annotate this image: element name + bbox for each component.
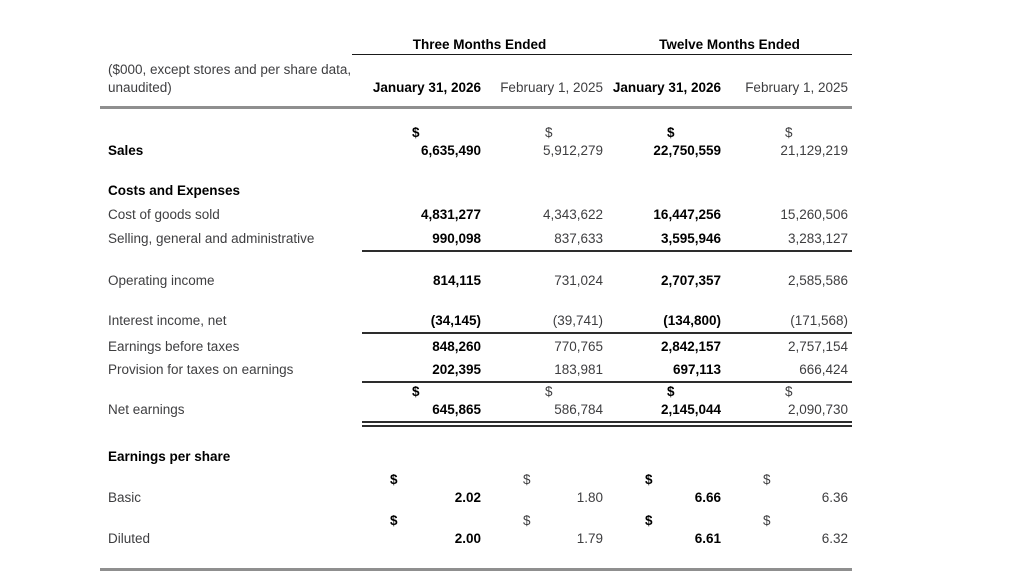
cell-value: (134,800) — [663, 313, 721, 328]
row-label-sga: Selling, general and administrative — [108, 231, 315, 246]
currency-symbol: $ — [645, 472, 653, 487]
cell-value: 6.32 — [821, 531, 848, 546]
row-label-net-earnings: Net earnings — [108, 402, 185, 417]
cell-value: 4,831,277 — [420, 207, 481, 222]
currency-symbol: $ — [412, 384, 420, 399]
table-row-cogs — [100, 206, 852, 224]
unit-note-line1: ($000, except stores and per share data, — [108, 62, 352, 77]
cell-value: (39,741) — [552, 313, 603, 328]
unit-note — [100, 61, 352, 97]
column-header-jan-31-2026-q: January 31, 2026 — [372, 80, 481, 95]
table-row-diluted-eps — [100, 512, 852, 548]
subtotal-rule — [362, 332, 852, 334]
row-label-sales: Sales — [108, 143, 144, 158]
table-row-provision-taxes — [100, 361, 852, 379]
table-row-net-earnings — [100, 383, 852, 419]
cell-value: 586,784 — [554, 402, 603, 417]
cell-value: 15,260,506 — [780, 207, 848, 222]
currency-symbol: $ — [763, 513, 771, 528]
cell-value: (171,568) — [790, 313, 848, 328]
column-header-jan-31-2026-y: January 31, 2026 — [612, 80, 721, 95]
cell-value: 837,633 — [554, 231, 603, 246]
cell-basic-y2 — [725, 471, 852, 507]
row-label-basic: Basic — [108, 490, 142, 505]
cell-value: 3,283,127 — [787, 231, 848, 246]
cell-value: 848,260 — [432, 339, 481, 354]
currency-symbol: $ — [412, 125, 420, 140]
section-heading-eps: Earnings per share — [108, 449, 231, 464]
unit-note-line2: unaudited) — [108, 80, 172, 95]
cell-value: 2,090,730 — [787, 402, 848, 417]
column-header-feb-1-2025-y: February 1, 2025 — [745, 80, 848, 95]
cell-value: 6.66 — [694, 490, 721, 505]
cell-value: 2,707,357 — [660, 273, 721, 288]
cell-net-earnings-q2 — [485, 383, 607, 419]
cell-diluted-y2 — [725, 512, 852, 548]
currency-symbol: $ — [785, 384, 793, 399]
row-label-cogs: Cost of goods sold — [108, 207, 220, 222]
cell-net-earnings-y1 — [607, 383, 725, 419]
group-header-three-months: Three Months Ended — [412, 37, 547, 52]
cell-value: 3,595,946 — [660, 231, 721, 246]
cell-diluted-q1 — [352, 512, 485, 548]
currency-symbol: $ — [645, 513, 653, 528]
currency-symbol: $ — [785, 125, 793, 140]
cell-value: 2.00 — [454, 531, 481, 546]
currency-symbol: $ — [523, 472, 531, 487]
income-statement-table — [100, 32, 852, 571]
cell-value: 21,129,219 — [780, 143, 848, 158]
currency-symbol: $ — [667, 125, 675, 140]
bottom-rule — [100, 568, 852, 571]
cell-value: 22,750,559 — [653, 143, 721, 158]
row-label-operating-income: Operating income — [108, 273, 215, 288]
subtotal-rule — [362, 250, 852, 252]
cell-basic-q1 — [352, 471, 485, 507]
cell-sales-q2 — [485, 124, 607, 160]
cell-sales-q1 — [352, 124, 485, 160]
group-header-twelve-months: Twelve Months Ended — [659, 37, 800, 52]
cell-value: 2,757,154 — [787, 339, 848, 354]
currency-symbol: $ — [763, 472, 771, 487]
table-row-earnings-before-taxes — [100, 338, 852, 356]
section-heading-costs: Costs and Expenses — [108, 183, 241, 198]
cell-basic-y1 — [607, 471, 725, 507]
row-label-interest-income: Interest income, net — [108, 313, 227, 328]
table-row-costs-heading — [100, 182, 852, 200]
row-label-diluted: Diluted — [108, 531, 151, 546]
cell-sales-y2 — [725, 124, 852, 160]
table-row-sga — [100, 230, 852, 248]
cell-value: 6.36 — [821, 490, 848, 505]
currency-symbol: $ — [523, 513, 531, 528]
cell-value: 5,912,279 — [542, 143, 603, 158]
currency-symbol: $ — [545, 384, 553, 399]
table-row-eps-heading — [100, 448, 852, 466]
column-header-row — [100, 55, 852, 106]
cell-value: 2.02 — [454, 490, 481, 505]
currency-symbol: $ — [390, 513, 398, 528]
cell-value: 202,395 — [432, 362, 481, 377]
cell-value: 814,115 — [432, 273, 481, 288]
cell-value: 2,145,044 — [660, 402, 721, 417]
cell-value: 183,981 — [554, 362, 603, 377]
cell-value: 1.80 — [576, 490, 603, 505]
cell-basic-q2 — [485, 471, 607, 507]
cell-diluted-y1 — [607, 512, 725, 548]
table-row-interest-income — [100, 312, 852, 330]
table-row-basic-eps — [100, 471, 852, 507]
cell-value: 770,765 — [554, 339, 603, 354]
cell-value: 4,343,622 — [542, 207, 603, 222]
cell-sales-y1 — [607, 124, 725, 160]
cell-net-earnings-q1 — [352, 383, 485, 419]
cell-value: 697,113 — [672, 362, 721, 377]
currency-symbol: $ — [390, 472, 398, 487]
cell-value: 2,585,586 — [787, 273, 848, 288]
cell-net-earnings-y2 — [725, 383, 852, 419]
cell-value: 2,842,157 — [660, 339, 721, 354]
cell-value: 6.61 — [694, 531, 721, 546]
column-header-feb-1-2025-q: February 1, 2025 — [500, 80, 603, 95]
cell-value: 6,635,490 — [420, 143, 481, 158]
cell-value: 666,424 — [799, 362, 848, 377]
cell-value: (34,145) — [430, 313, 481, 328]
cell-value: 1.79 — [576, 531, 603, 546]
cell-value: 731,024 — [554, 273, 603, 288]
table-row-sales — [100, 124, 852, 160]
cell-diluted-q2 — [485, 512, 607, 548]
header-rule — [100, 106, 852, 109]
total-double-rule — [362, 421, 852, 427]
table-row-operating-income — [100, 272, 852, 290]
cell-value: 645,865 — [432, 402, 481, 417]
row-label-provision-taxes: Provision for taxes on earnings — [108, 362, 294, 377]
group-header-row — [100, 32, 852, 54]
currency-symbol: $ — [545, 125, 553, 140]
row-label-earnings-before-taxes: Earnings before taxes — [108, 339, 240, 354]
cell-value: 16,447,256 — [653, 207, 721, 222]
cell-value: 990,098 — [432, 231, 481, 246]
currency-symbol: $ — [667, 384, 675, 399]
